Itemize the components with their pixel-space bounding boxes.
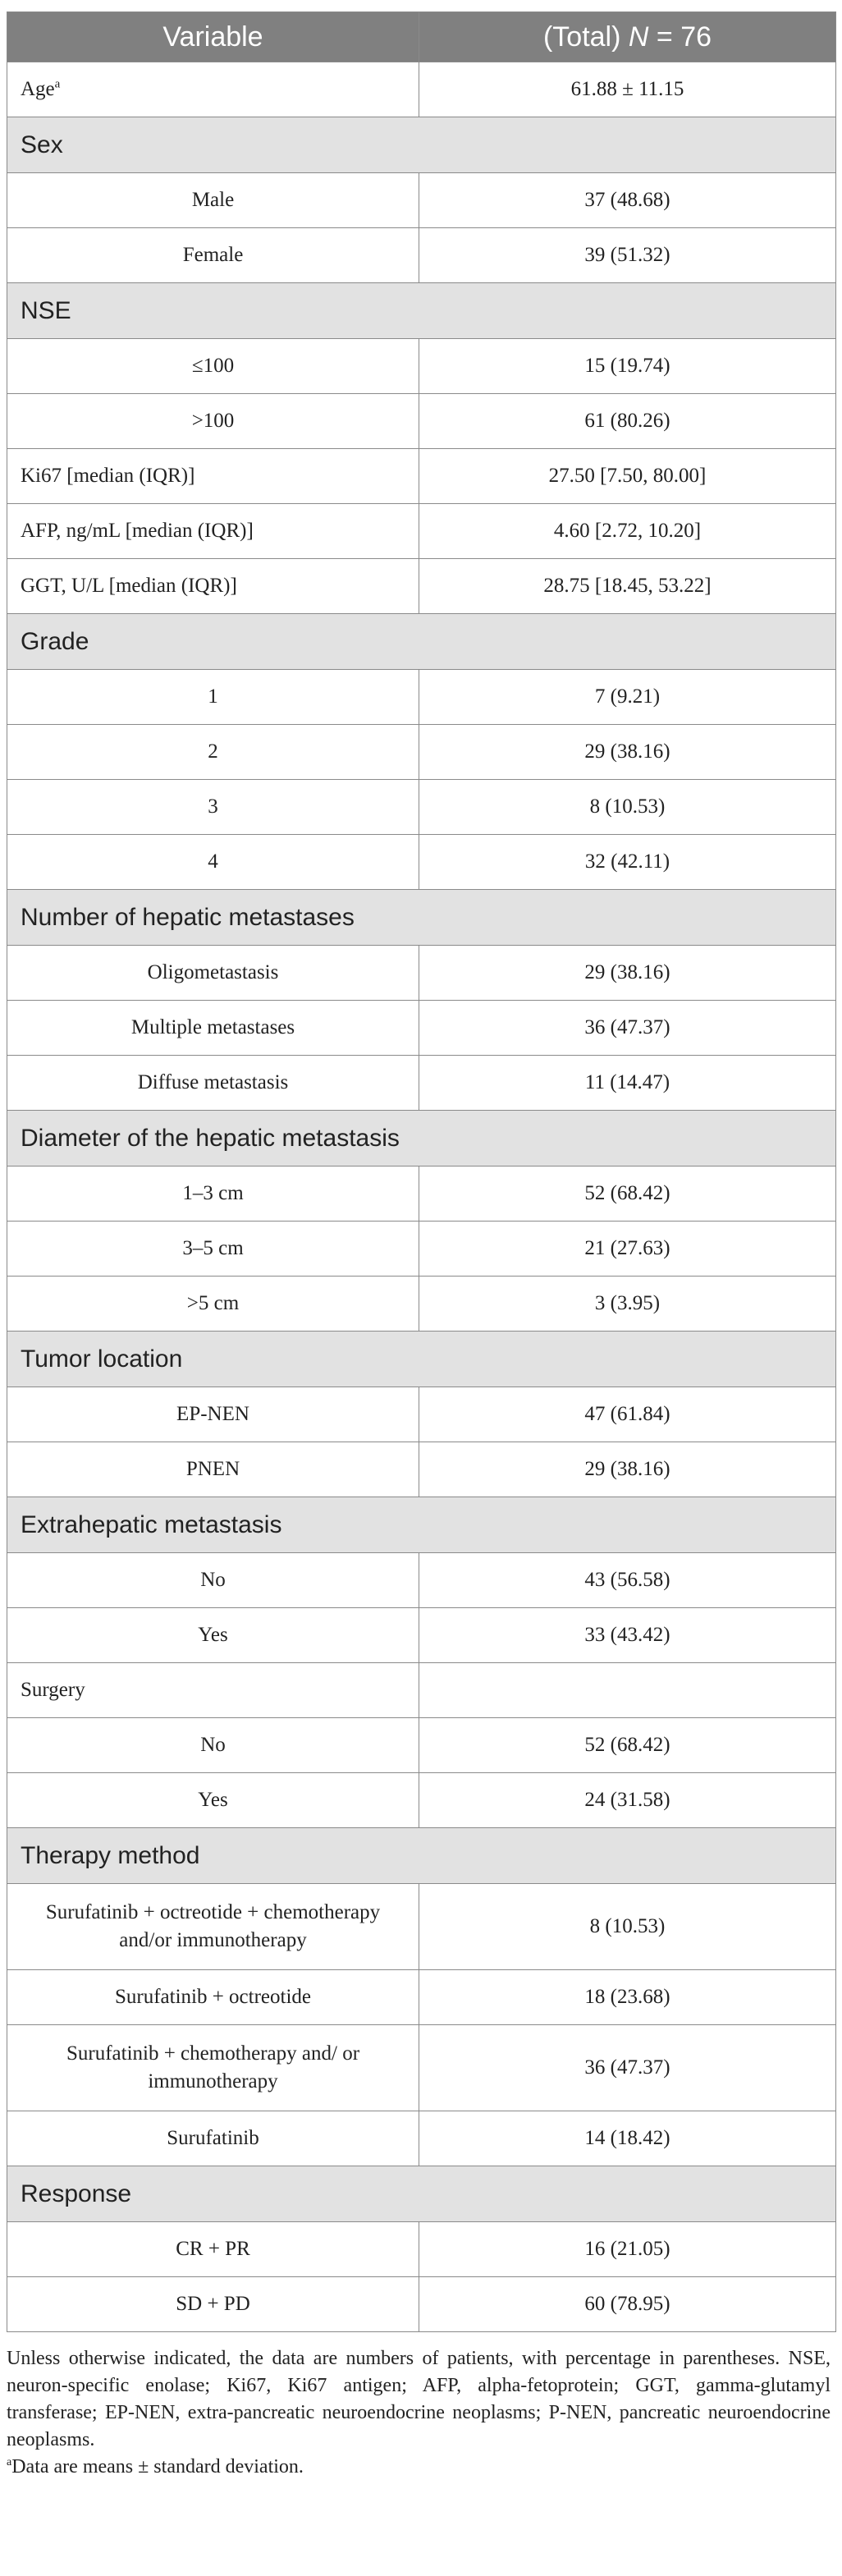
footnote-marker: a — [54, 77, 61, 91]
variable-cell — [7, 2222, 419, 2277]
table-row — [7, 1663, 836, 1718]
variable-label: No — [200, 1734, 226, 1756]
variable-cell — [7, 1884, 419, 1970]
patient-characteristics-table — [7, 11, 836, 2332]
section-label: Number of hepatic metastases — [7, 890, 836, 946]
value-cell: 61.88 ± 11.15 — [419, 62, 836, 117]
variable-cell — [7, 1663, 419, 1718]
variable-cell — [7, 2277, 419, 2332]
table-row — [7, 62, 836, 117]
variable-label: Surufatinib + chemotherapy and/ or immunotherapy — [66, 2042, 360, 2092]
table-row — [7, 394, 836, 449]
section-label: NSE — [7, 283, 836, 339]
variable-cell — [7, 1773, 419, 1828]
table-row — [7, 2222, 836, 2277]
variable-label: 1 — [208, 685, 218, 708]
variable-cell — [7, 62, 419, 117]
value-cell: 52 (68.42) — [419, 1167, 836, 1222]
table-row — [7, 2277, 836, 2332]
value-cell: 36 (47.37) — [419, 2025, 836, 2111]
table-row — [7, 1970, 836, 2025]
footnote-a — [7, 2454, 831, 2481]
section-label: Tumor location — [7, 1332, 836, 1387]
value-cell: 16 (21.05) — [419, 2222, 836, 2277]
variable-cell — [7, 780, 419, 835]
value-cell — [419, 1663, 836, 1718]
section-header-row — [7, 283, 836, 339]
section-label: Therapy method — [7, 1828, 836, 1884]
variable-cell — [7, 1001, 419, 1056]
value-cell: 14 (18.42) — [419, 2111, 836, 2166]
variable-label: Male — [191, 189, 235, 211]
variable-cell — [7, 1608, 419, 1663]
table-row — [7, 946, 836, 1001]
value-cell: 28.75 [18.45, 53.22] — [419, 559, 836, 614]
section-header-row — [7, 2166, 836, 2222]
variable-label: 4 — [208, 850, 218, 873]
variable-cell — [7, 449, 419, 504]
variable-label: 2 — [208, 740, 218, 763]
table-row — [7, 1718, 836, 1773]
variable-label: >100 — [191, 410, 235, 432]
variable-label: Multiple metastases — [130, 1016, 295, 1038]
variable-label: Ki67 [median (IQR)] — [21, 465, 195, 487]
section-label: Extrahepatic metastasis — [7, 1497, 836, 1553]
table-row — [7, 173, 836, 228]
table-row — [7, 1387, 836, 1442]
table-row — [7, 1608, 836, 1663]
variable-cell — [7, 1277, 419, 1332]
variable-label: No — [200, 1569, 226, 1591]
value-cell: 37 (48.68) — [419, 173, 836, 228]
variable-label: ≤100 — [191, 355, 235, 377]
value-cell: 32 (42.11) — [419, 835, 836, 890]
variable-label: 3–5 cm — [182, 1237, 244, 1259]
variable-label: Surufatinib + octreotide + chemotherapy and/or immunotherapy — [45, 1901, 381, 1951]
value-cell: 3 (3.95) — [419, 1277, 836, 1332]
variable-cell — [7, 1222, 419, 1277]
section-header-row — [7, 614, 836, 670]
header-total-prefix: (Total) — [542, 21, 629, 53]
header-total-n: N — [628, 21, 649, 53]
table-row — [7, 1884, 836, 1970]
table-row — [7, 559, 836, 614]
section-header-row — [7, 1828, 836, 1884]
variable-cell — [7, 725, 419, 780]
variable-label: Yes — [198, 1624, 228, 1646]
variable-cell — [7, 1718, 419, 1773]
variable-label: SD + PD — [176, 2293, 250, 2315]
value-cell: 4.60 [2.72, 10.20] — [419, 504, 836, 559]
section-label: Response — [7, 2166, 836, 2222]
section-header-row — [7, 117, 836, 173]
variable-cell — [7, 394, 419, 449]
footnote-a-text: Data are means ± standard deviation. — [11, 2456, 304, 2478]
variable-label: 3 — [208, 795, 218, 818]
footnote-general: Unless otherwise indicated, the data are numbers of patients, with percentage in parentheses. NSE, neuron-specific enolase; Ki67, Ki67 antigen; AFP, alpha-fetoprotein; GGT, gamma-glutamyl transferase; EP-NEN, extra-pancreatic neuroendocrine neoplasms; P-NEN, pancreatic neuroendocrine neoplasms. — [7, 2348, 831, 2451]
value-cell: 29 (38.16) — [419, 1442, 836, 1497]
table-row — [7, 339, 836, 394]
variable-label: PNEN — [185, 1458, 240, 1480]
table-row — [7, 2111, 836, 2166]
variable-label: Surufatinib — [167, 2127, 259, 2149]
value-cell: 29 (38.16) — [419, 946, 836, 1001]
header-total-suffix: = 76 — [648, 21, 712, 53]
table-row — [7, 504, 836, 559]
section-header-row — [7, 1332, 836, 1387]
table-row — [7, 1056, 836, 1111]
variable-cell — [7, 2025, 419, 2111]
variable-label: Oligometastasis — [147, 961, 279, 983]
value-cell: 21 (27.63) — [419, 1222, 836, 1277]
variable-cell — [7, 173, 419, 228]
variable-cell — [7, 1387, 419, 1442]
variable-cell — [7, 228, 419, 283]
table-body — [7, 62, 836, 2332]
value-cell: 36 (47.37) — [419, 1001, 836, 1056]
value-cell: 27.50 [7.50, 80.00] — [419, 449, 836, 504]
variable-label: Surgery — [21, 1679, 85, 1701]
table-header-row — [7, 12, 836, 62]
table-footnotes — [7, 2345, 835, 2482]
variable-cell — [7, 1970, 419, 2025]
variable-label: 1–3 cm — [182, 1182, 244, 1204]
variable-label: Age — [21, 78, 55, 100]
section-header-row — [7, 1497, 836, 1553]
table-row — [7, 1167, 836, 1222]
header-total — [419, 12, 836, 62]
variable-cell — [7, 504, 419, 559]
table-row — [7, 1773, 836, 1828]
table-row — [7, 725, 836, 780]
variable-label: CR + PR — [176, 2238, 250, 2260]
value-cell: 29 (38.16) — [419, 725, 836, 780]
value-cell: 39 (51.32) — [419, 228, 836, 283]
table-row — [7, 1222, 836, 1277]
variable-label: Female — [182, 244, 244, 266]
value-cell: 33 (43.42) — [419, 1608, 836, 1663]
value-cell: 8 (10.53) — [419, 780, 836, 835]
variable-cell — [7, 2111, 419, 2166]
section-header-row — [7, 890, 836, 946]
footnote-a-marker: a — [7, 2456, 12, 2469]
value-cell: 52 (68.42) — [419, 1718, 836, 1773]
table-row — [7, 2025, 836, 2111]
value-cell: 24 (31.58) — [419, 1773, 836, 1828]
value-cell: 18 (23.68) — [419, 1970, 836, 2025]
variable-label: Surufatinib + octreotide — [114, 1986, 312, 2008]
header-variable: Variable — [7, 12, 419, 62]
variable-cell — [7, 670, 419, 725]
variable-cell — [7, 1056, 419, 1111]
value-cell: 43 (56.58) — [419, 1553, 836, 1608]
value-cell: 60 (78.95) — [419, 2277, 836, 2332]
section-label: Sex — [7, 117, 836, 173]
variable-label: Diffuse metastasis — [137, 1071, 289, 1093]
value-cell: 8 (10.53) — [419, 1884, 836, 1970]
variable-cell — [7, 946, 419, 1001]
value-cell: 11 (14.47) — [419, 1056, 836, 1111]
section-label: Grade — [7, 614, 836, 670]
variable-label: GGT, U/L [median (IQR)] — [21, 575, 237, 597]
section-label: Diameter of the hepatic metastasis — [7, 1111, 836, 1167]
variable-cell — [7, 559, 419, 614]
value-cell: 47 (61.84) — [419, 1387, 836, 1442]
variable-label: Yes — [198, 1789, 228, 1811]
table-row — [7, 835, 836, 890]
table-row — [7, 1442, 836, 1497]
variable-label: >5 cm — [186, 1292, 240, 1314]
variable-cell — [7, 1167, 419, 1222]
table-row — [7, 228, 836, 283]
value-cell: 61 (80.26) — [419, 394, 836, 449]
variable-cell — [7, 339, 419, 394]
variable-cell — [7, 1553, 419, 1608]
table-row — [7, 449, 836, 504]
variable-label: AFP, ng/mL [median (IQR)] — [21, 520, 254, 542]
variable-cell — [7, 835, 419, 890]
table-row — [7, 1001, 836, 1056]
variable-label: EP-NEN — [176, 1403, 249, 1425]
variable-cell — [7, 1442, 419, 1497]
table-row — [7, 780, 836, 835]
section-header-row — [7, 1111, 836, 1167]
table-row — [7, 1277, 836, 1332]
table-container — [7, 0, 835, 2482]
table-row — [7, 670, 836, 725]
value-cell: 7 (9.21) — [419, 670, 836, 725]
table-row — [7, 1553, 836, 1608]
value-cell: 15 (19.74) — [419, 339, 836, 394]
